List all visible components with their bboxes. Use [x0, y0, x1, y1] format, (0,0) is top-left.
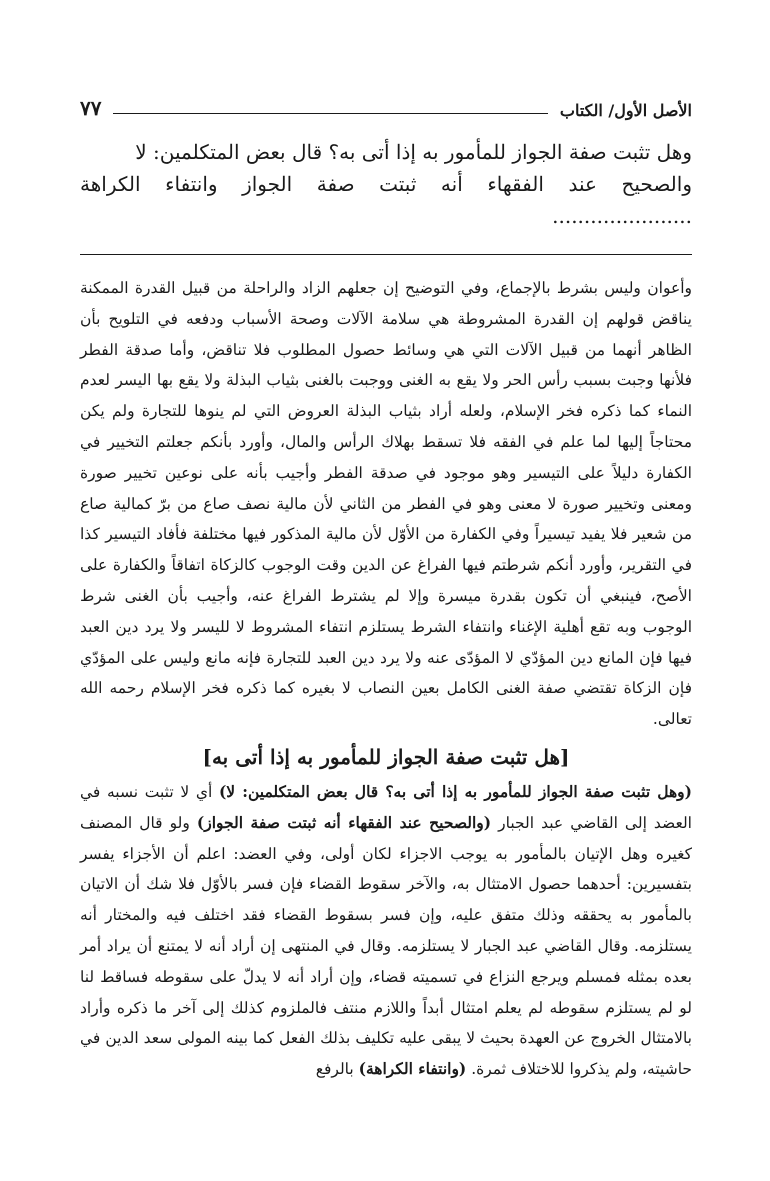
commentary-text: بالرفع — [315, 1060, 359, 1079]
sharh-paragraph-2 — [80, 777, 692, 1085]
matn-sharh-separator — [80, 254, 692, 255]
matn-line — [80, 168, 692, 232]
matn-line — [80, 136, 692, 168]
commentary-text: أي لا تثبت نسبه في العضد إلى القاضي عبد الجبار — [80, 782, 692, 832]
section-heading: [هل تثبت صفة الجواز للمأمور به إذا أتى به] — [202, 744, 570, 769]
header-rule — [113, 113, 547, 114]
matn-line-1: وهل تثبت صفة الجواز للمأمور به إذا أتى به؟ قال بعض المتكلمين: لا — [135, 140, 692, 164]
quoted-matn: (وهل تثبت صفة الجواز للمأمور به إذا أتى به؟ قال بعض المتكلمين: لا) — [218, 781, 692, 801]
sharh-paragraph-1: وأعوان وليس بشرط بالإجماع، وفي التوضيح إن جعلهم الزاد والراحلة من قبيل القدرة الممكنة يناقض قولهم إن القدرة المشروطة هي سلامة الآلات وصحة الأسباب ودفعه في التلويح بأن الظاهر أنهما من قبيل الآلات التي هي وسائط حصول المطلوب فلا تناقض، وأما صدقة الفطر فلأنها وجبت بسبب رأس الحر ولا يقع به الغنى ووجبت بالغنى بثياب البذلة ولا يقع بها اليسر لعدم النماء كما ذكره فخر الإسلام، ولعله أراد بثياب البذلة العروض التي لم ينوها للتجارة ولم يكن محتاجاً إليها لما علم في الفقه فلا تسقط بهلاك الرأس والمال، وأورد بأنكم جعلتم التخيير في الكفارة دليلاً على التيسير وهو موجود في صدقة الفطر وأجيب بأنه على نوعين تخيير صورة ومعنى وتخيير صورة لا معنى وهو في الفطر من الثاني لأن مالية نصف صاع من برّ كمالية صاع من شعير فلا يفيد تيسيراً وفي الكفارة من الأوّل لأن مالية المذكور فيها مختلفة فأفاد التيسير كذا في التقرير، وأورد أنكم شرطتم فيها الفراغ عن الدين وقت الوجوب كالزكاة اتفاقاً والكفارة على الأصح، فينبغي أن تكون بقدرة ميسرة وإلا لم يشترط الفراغ عنه، وأجيب بأن الغنى شرط الوجوب وبه تقع أهلية الإغناء وانتفاء الشرط يستلزم انتفاء المشروط لا لليسر ولا يرد دين العبد فيها فإن المانع دين المؤدّي لا المؤدّى عنه ولا يرد دين العبد للتجارة فإنه مانع وليس على المؤدّي فإن الزكاة تقتضي صفة الغنى الكامل بعين النصاب لا بغيره كما ذكره فخر الإسلام رحمه الله تعالى. — [80, 279, 692, 729]
matn-line-2: والصحيح عند الفقهاء أنه ثبتت صفة الجواز وانتفاء الكراهة — [80, 172, 692, 196]
quoted-matn: (وانتفاء الكراهة) — [358, 1059, 467, 1079]
sharh-text — [80, 273, 692, 1085]
book-page — [80, 92, 692, 1085]
matn-dot-leader: ...................... — [552, 204, 692, 228]
quoted-matn: (والصحيح عند الفقهاء أنه ثبتت صفة الجواز) — [196, 812, 492, 832]
running-header — [80, 92, 692, 120]
running-header-title: الأصل الأول/ الكتاب — [559, 101, 692, 120]
commentary-text: ولو قال المصنف كغيره وهل الإتيان بالمأمور به يوجب الاجزاء لكان أولى، وفي العضد: اعلم أن الأجزاء يفسر بتفسيرين: أحدهما حصول الامتثال به، والآخر سقوط القضاء فإن فسر بالأوّل فلا شك أن الاتيان بالمأمور به يحققه وذلك متفق عليه، وإن فسر بسقوط القضاء فقد اختلف فيه والمختار أنه يستلزمه. وقال القاضي عبد الجبار لا يستلزمه. وقال في المنتهى إن أراد أنه لا يمتنع أن يراد أمر بعده بمثله فمسلم ويرجع النزاع في تسميته قضاء، وإن أراد أنه لا يدلّ على سقوطه فساقط لنا لو لم يستلزم سقوطه لم يعلم امتثال أبداً واللازم منتف فالملزوم كذلك إلى آخر ما ذكره وأراد بالامتثال الخروج عن العهدة بحيث لا يبقى عليه تكليف بذلك الفعل كما بينه المولى سعد الدين في حاشيته، ولم يذكروا للاختلاف ثمرة. — [80, 813, 692, 1079]
matn-text — [80, 136, 692, 232]
page-number: ٧٧ — [80, 96, 102, 120]
